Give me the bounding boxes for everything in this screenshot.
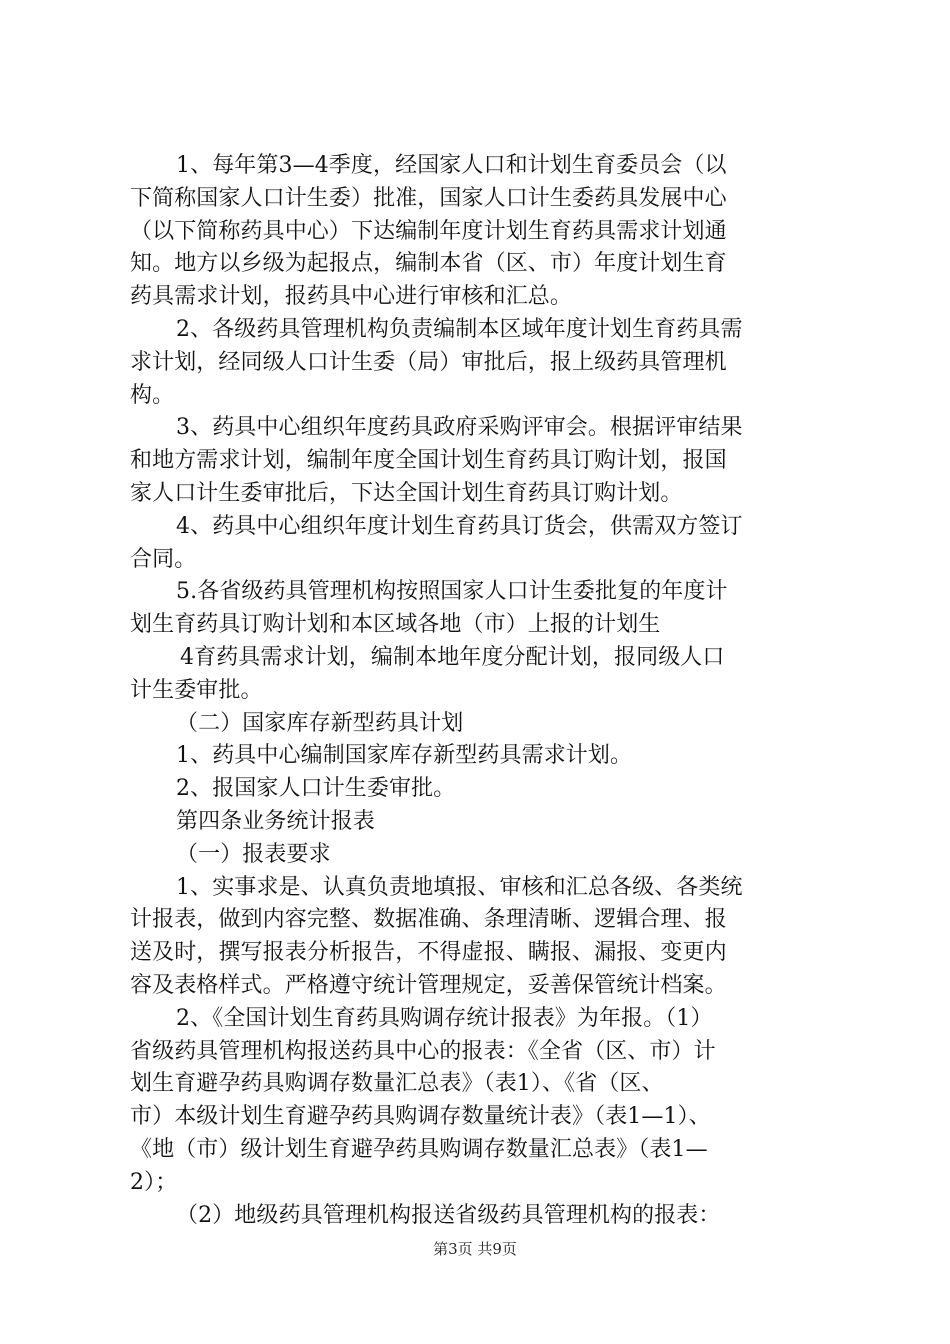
paragraph-line: 3、药具中心组织年度药具政府采购评审会。根据评审结果	[176, 415, 743, 441]
paragraph-line: 构。	[130, 382, 175, 408]
paragraph-line: 下简称国家人口计生委）批准，国家人口计生委药具发展中心	[130, 185, 727, 211]
paragraph-line: 计报表，做到内容完整、数据准确、条理清晰、逻辑合理、报	[130, 907, 727, 933]
paragraph-line: 2、各级药具管理机构负责编制本区域年度计划生育药具需	[176, 316, 743, 342]
paragraph-line: 计生委审批。	[130, 677, 263, 703]
paragraph-line: 知。地方以乡级为起报点，编制本省（区、市）年度计划生育	[130, 251, 727, 277]
paragraph-line: 市）本级计划生育避孕药具购调存数量统计表》（表1—1）、	[130, 1104, 711, 1130]
paragraph-line: 1、每年第3—4季度，经国家人口和计划生育委员会（以	[176, 153, 727, 178]
paragraph-line: 《地（市）级计划生育避孕药具购调存数量汇总表》（表1—	[130, 1136, 708, 1162]
paragraph-line: 划生育避孕药具购调存数量汇总表》（表1）、《省（区、	[130, 1071, 664, 1097]
paragraph-line: 1、实事求是、认真负责地填报、审核和汇总各级、各类统	[176, 874, 743, 900]
paragraph-line: 4、药具中心组织年度计划生育药具订货会，供需双方签订	[176, 513, 743, 539]
paragraph-line: 2、报国家人口计生委审批。	[176, 776, 456, 802]
paragraph-line: 和地方需求计划，编制年度全国计划生育药具订购计划，报国	[130, 448, 727, 474]
paragraph-line: 家人口计生委审批后，下达全国计划生育药具订购计划。	[130, 480, 683, 506]
paragraph-line: 1、药具中心编制国家库存新型药具需求计划。	[176, 743, 633, 769]
paragraph-line: 送及时，撰写报表分析报告，不得虚报、瞒报、漏报、变更内	[130, 940, 727, 966]
paragraph-line: 药具需求计划，报药具中心进行审核和汇总。	[130, 284, 573, 310]
paragraph-line: 省级药具管理机构报送药具中心的报表：《全省（区、市）计	[130, 1038, 716, 1064]
paragraph-line: 合同。	[130, 546, 197, 572]
paragraph-line: 求计划，经同级人口计生委（局）审批后，报上级药具管理机	[130, 349, 727, 375]
section-heading: （二）国家库存新型药具计划	[176, 710, 464, 736]
paragraph-line: 2）；	[130, 1169, 178, 1195]
document-body	[130, 150, 830, 1232]
paragraph-line: （以下简称药具中心）下达编制年度计划生育药具需求计划通	[130, 218, 727, 244]
paragraph-line: 4育药具需求计划，编制本地年度分配计划，报同级人口	[180, 644, 725, 670]
paragraph-line: 2、《全国计划生育药具购调存统计报表》为年报。（1）	[176, 1005, 713, 1031]
paragraph-line: 5.各省级药具管理机构按照国家人口计生委批复的年度计	[176, 579, 728, 605]
article-heading: 第四条业务统计报表	[176, 808, 375, 834]
page-footer: 第3页 共9页	[433, 1240, 517, 1258]
paragraph-line: 划生育药具订购计划和本区域各地（市）上报的计划生	[130, 612, 661, 638]
section-heading: （一）报表要求	[176, 841, 331, 867]
paragraph-line: 容及表格样式。严格遵守统计管理规定，妥善保管统计档案。	[130, 972, 727, 998]
paragraph-line: （2）地级药具管理机构报送省级药具管理机构的报表：	[176, 1202, 721, 1228]
